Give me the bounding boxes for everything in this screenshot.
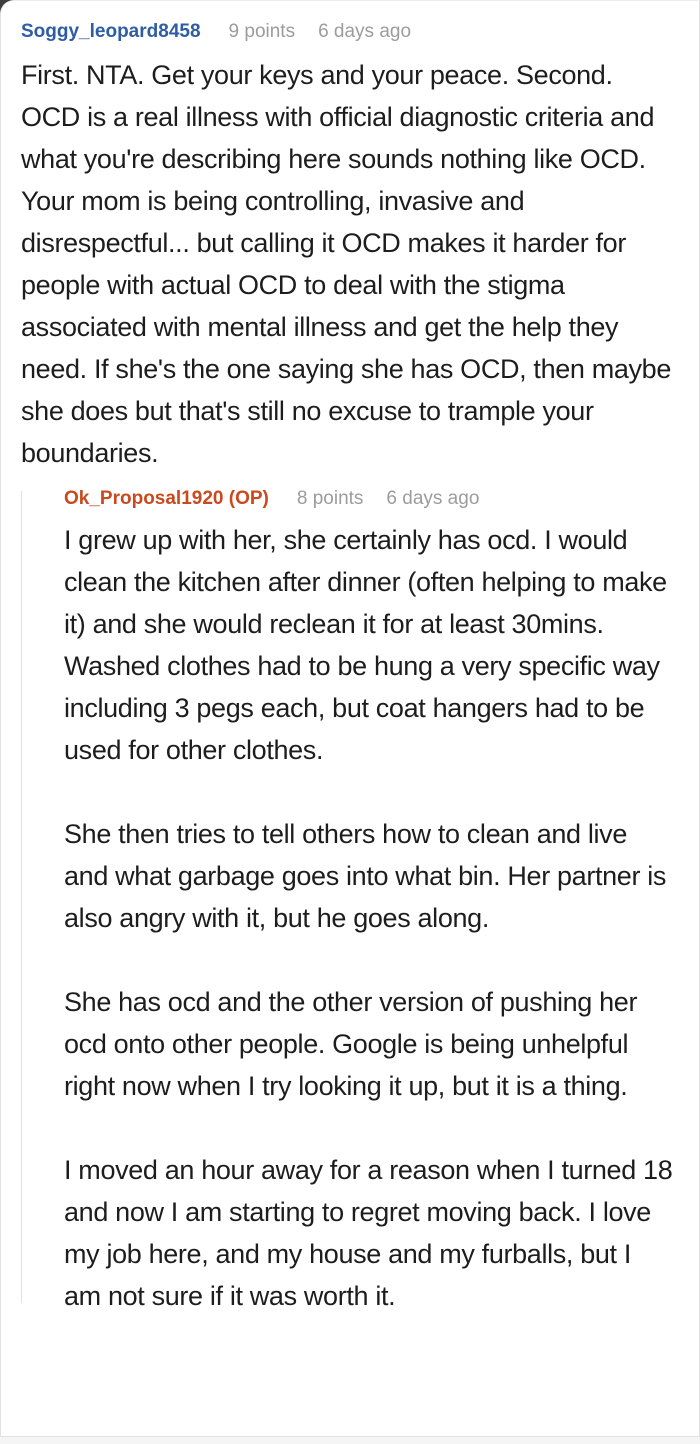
comment-paragraph: She has ocd and the other version of pushing her ocd onto other people. Google is being unhelpful right now when I try looking it up, but it is a thing.	[64, 987, 638, 1101]
comment-body	[21, 54, 679, 474]
thread-indent-line	[21, 491, 22, 1303]
comment-top-level	[21, 20, 679, 474]
comment-paragraph: I moved an hour away for a reason when I turned 18 and now I am starting to regret moving back. I love my job here, and my house and my furballs, but I am not sure if it was worth it.	[64, 1155, 673, 1311]
comment-header	[21, 20, 679, 44]
comment-timestamp: 6 days ago	[386, 488, 480, 509]
comment-paragraph: I grew up with her, she certainly has ocd. I would clean the kitchen after dinner (often helping to make it) and she would reclean it for at least 30mins. Washed clothes had to be hung a very specific way including 3 pegs each, but coat hangers had to be used for other clothes.	[64, 525, 667, 765]
reply-content	[43, 487, 679, 1317]
comment-reply-op	[21, 487, 679, 1317]
comment-paragraph: She then tries to tell others how to clean and live and what garbage goes into what bin. Her partner is also angry with it, but he goes along.	[64, 819, 667, 933]
comment-body	[64, 519, 673, 1317]
comment-header	[64, 487, 673, 511]
comment-timestamp: 6 days ago	[318, 21, 412, 42]
comment-points: 8 points	[296, 488, 364, 509]
comment-paragraph: First. NTA. Get your keys and your peace. Second. OCD is a real illness with official diagnostic criteria and what you're describing here sounds nothing like OCD. Your mom is being controlling, invasive and disrespectful... but calling it OCD makes it harder for people with actual OCD to deal with the stigma associated with mental illness and get the help they need. If she's the one saying she has OCD, then maybe she does but that's still no excuse to trample your boundaries.	[21, 60, 672, 468]
comment-author-link[interactable]: Soggy_leopard8458	[21, 21, 201, 42]
comment-points: 9 points	[228, 21, 296, 42]
comment-author-op-link[interactable]: Ok_Proposal1920 (OP)	[64, 488, 269, 509]
